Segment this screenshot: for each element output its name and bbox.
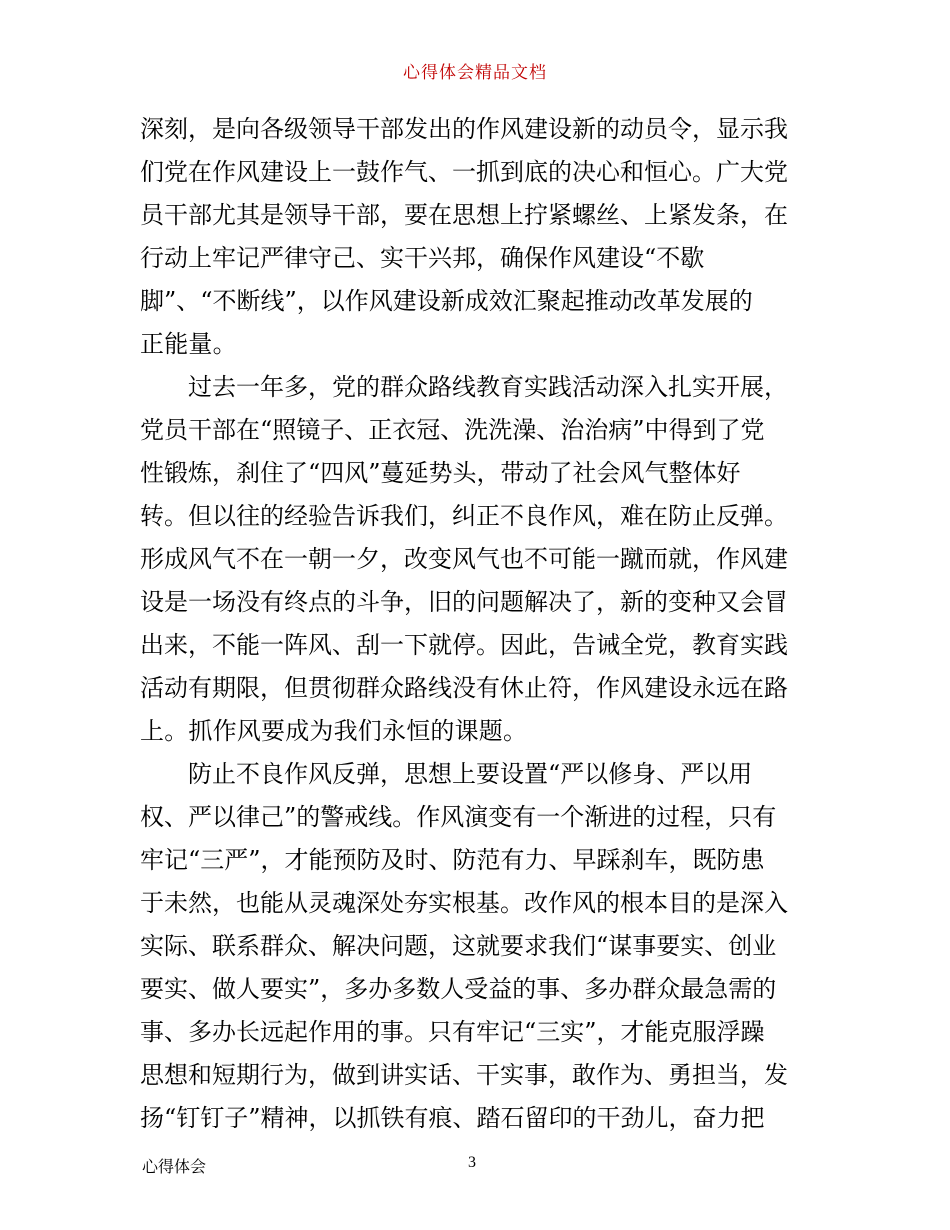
text-line: 扬“钉钉子”精神，以抓铁有痕、踏石留印的干劲儿，奋力把 (140, 1104, 765, 1132)
text-line: 活动有期限，但贯彻群众路线没有休止符，作风建设永远在路 (140, 674, 788, 702)
page-header-title: 心得体会精品文档 (403, 63, 547, 83)
text-line: 实际、联系群众、解决问题，这就要求我们“谋事要实、创业 (140, 932, 777, 960)
document-body (140, 108, 816, 1140)
text-line: 转。但以往的经验告诉我们，纠正不良作风，难在防止反弹。 (140, 502, 788, 530)
text-line: 脚”、“不断线”，以作风建设新成效汇聚起推动改革发展的 (140, 287, 753, 315)
text-line: 性锻炼，刹住了“四风”蔓延势头，带动了社会风气整体好 (140, 459, 741, 487)
text-line: 防止不良作风反弹，思想上要设置“严以修身、严以用 (188, 760, 753, 788)
text-line: 们党在作风建设上一鼓作气、一抓到底的决心和恒心。广大党 (140, 158, 788, 186)
text-line: 权、严以律己”的警戒线。作风演变有一个渐进的过程，只有 (140, 803, 777, 831)
text-line: 事、多办长远起作用的事。只有牢记“三实”，才能克服浮躁 (140, 1018, 765, 1046)
text-line: 上。抓作风要成为我们永恒的课题。 (140, 717, 528, 745)
page-number: 3 (468, 1154, 476, 1171)
text-line: 牢记“三严”，才能预防及时、防范有力、早踩刹车，既防患 (140, 846, 765, 874)
text-line: 行动上牢记严律守己、实干兴邦，确保作风建设“不歇 (140, 244, 705, 272)
text-line: 要实、做人要实”，多办多数人受益的事、多办群众最急需的 (140, 975, 777, 1003)
text-line: 思想和短期行为，做到讲实话、干实事，敢作为、勇担当，发 (140, 1061, 788, 1089)
text-line: 党员干部在“照镜子、正衣冠、洗洗澡、治治病”中得到了党 (140, 416, 765, 444)
text-line: 正能量。 (140, 330, 237, 358)
text-line: 形成风气不在一朝一夕，改变风气也不可能一蹴而就，作风建 (140, 545, 788, 573)
text-line: 员干部尤其是领导干部，要在思想上拧紧螺丝、上紧发条，在 (140, 201, 788, 229)
text-line: 设是一场没有终点的斗争，旧的问题解决了，新的变种又会冒 (140, 588, 788, 616)
text-line: 出来，不能一阵风、刮一下就停。因此，告诫全党，教育实践 (140, 631, 788, 659)
footer-label: 心得体会 (142, 1157, 207, 1176)
text-line: 深刻，是向各级领导干部发出的作风建设新的动员令，显示我 (140, 115, 788, 143)
text-line: 过去一年多，党的群众路线教育实践活动深入扎实开展， (188, 373, 788, 401)
text-line: 于未然，也能从灵魂深处夯实根基。改作风的根本目的是深入 (140, 889, 788, 917)
